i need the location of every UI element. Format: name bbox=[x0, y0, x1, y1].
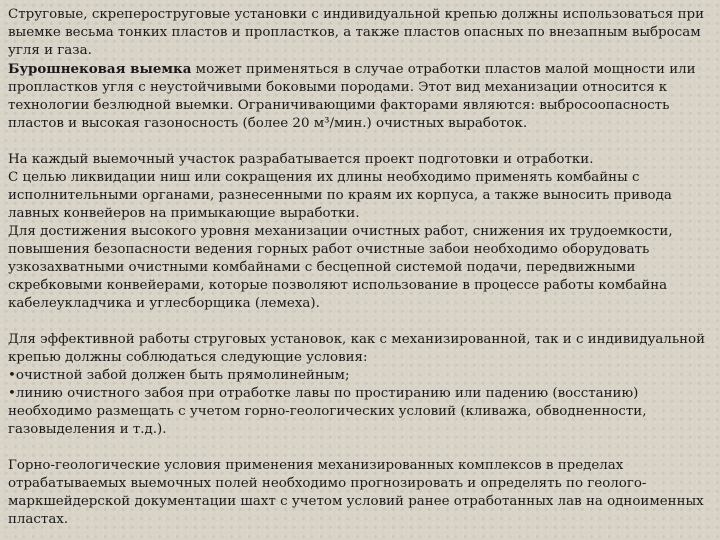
spacer bbox=[8, 313, 712, 331]
final-paragraph: Горно-геологические условия применения механизированных комплексов в пределах отрабатываемых выемочных полей необходимо прогнозировать и определять по геолого-маркшейдерской документации шахт с учетом условий ранее отработанных лав на одноименных пластах. bbox=[8, 458, 704, 527]
bullet-item: •очистной забой должен быть прямолинейным; bbox=[8, 368, 350, 383]
niches-paragraph: С целью ликвидации ниш или сокращения их длины необходимо применять комбайны с исполнительными органами, разнесенными по краям их корпуса, а также выносить привода лавных конвейеров на примыкающие выработки. bbox=[8, 170, 672, 221]
auger-text: может применяться в случае отработки пластов малой мощности или пропластков угля с неустойчивыми боковыми породами. Этот вид механизации относится к технологии безлюдной выемки. Ограничивающими факторами являются: выбросоопасность пластов и высокая газоносность (более 20 м³/мин.) очистных выработок. bbox=[8, 62, 696, 131]
auger-paragraph bbox=[8, 60, 712, 133]
spacer bbox=[8, 439, 712, 457]
conditions-intro: Для эффективной работы струговых установок, как с механизированной, так и с индивидуальной крепью должны соблюдаться следующие условия: bbox=[8, 332, 706, 365]
auger-lead-term: Бурошнековая выемка bbox=[8, 61, 192, 77]
intro-paragraph: Струговые, скрепероструговые установки с индивидуальной крепью должны использоваться при выемке весьма тонких пластов и пропластков, а также пластов опасных по внезапным выбросам угля и газа. bbox=[8, 7, 705, 58]
bullet-item: •линию очистного забоя при отработке лавы по простиранию или падению (восстанию) необходимо размещать с учетом горно-геологических условий (кливажа, обводненности, газовыделения и т.д.). bbox=[8, 386, 647, 437]
spacer bbox=[8, 133, 712, 151]
mechanization-paragraph: Для достижения высокого уровня механизации очистных работ, снижения их трудоемкости, повышения безопасности ведения горных работ очистные забои необходимо оборудовать узкозахватными очистными комбайнами с бесцепной системой подачи, передвижными скребковыми конвейерами, которые позволяют использование в процессе работы комбайна кабелеукладчика и углесборщика (лемеха). bbox=[8, 224, 673, 311]
project-paragraph: На каждый выемочный участок разрабатывается проект подготовки и отработки. bbox=[8, 152, 594, 167]
